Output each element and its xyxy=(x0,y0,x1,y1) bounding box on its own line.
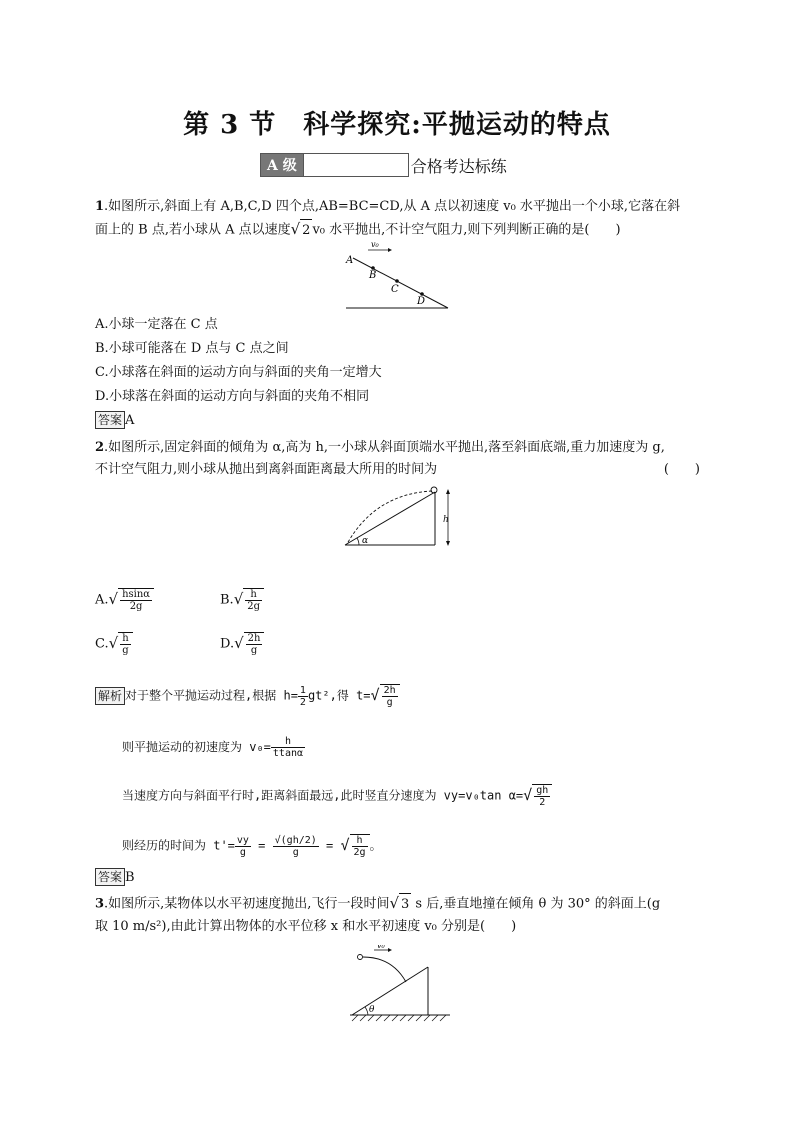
q2-analysis-2a: 则平抛运动的初速度为 v₀= xyxy=(122,740,271,754)
q2-option-a[interactable] xyxy=(95,588,154,612)
q2-analysis-f1 xyxy=(235,835,251,858)
q3-line1 xyxy=(95,892,700,916)
q2-analysis-f2-d: g xyxy=(292,846,299,858)
q3-number: 3 xyxy=(95,896,105,912)
q3-ball xyxy=(358,955,363,960)
q1-text-2a: 面上的 B 点,若小球从 A 点以速度 xyxy=(95,222,291,238)
q2-label-h: h xyxy=(443,515,449,525)
q1-number: 1 xyxy=(95,199,105,214)
q2-analysis-root4: √ $\frac{h}{2g}$ xyxy=(340,834,369,858)
q2-analysis-half-n: 1 xyxy=(299,684,306,696)
q2-option-a-root: √ $\frac{hsin\alpha}{2g}$ xyxy=(109,588,155,612)
q2-option-c-root: √ $\frac{h}{g}$ xyxy=(109,632,133,656)
q2-h-arrow-top xyxy=(446,489,450,494)
level-tag: A 级 xyxy=(260,153,304,177)
q2-option-b-num: h xyxy=(245,589,262,601)
q2-option-d-den: g xyxy=(250,645,258,656)
q1-figure xyxy=(338,236,453,314)
q1-label-v0: v₀ xyxy=(371,240,379,249)
q2-option-b-den: 2g xyxy=(247,601,261,612)
q2-analysis-root3-n: gh xyxy=(536,785,549,796)
q1-label-a: A xyxy=(346,255,354,266)
q2-analysis-line1 xyxy=(95,684,400,708)
q3-angle-arc xyxy=(365,1007,368,1015)
q2-analysis-line3 xyxy=(122,784,552,808)
q1-label-b: B xyxy=(369,270,377,281)
q2-analysis-root3-d: 2 xyxy=(539,797,546,808)
q3-figure xyxy=(342,945,457,1025)
q2-analysis-1b: gt²,得 t= xyxy=(307,688,371,703)
q2-slope xyxy=(345,492,435,545)
q2-label-alpha: α xyxy=(362,536,369,546)
q2-option-c[interactable] xyxy=(95,632,133,656)
q1-slope xyxy=(353,258,448,308)
q2-option-c-label: C. xyxy=(95,636,109,652)
q1-text-2b: v₀ 水平抛出,不计空气阻力,则下列判断正确的是( ) xyxy=(312,222,621,238)
q2-analysis-f2-n: √(gh/2) xyxy=(274,834,317,846)
q2-option-d[interactable] xyxy=(220,632,264,656)
q1-arrow-head xyxy=(388,248,392,252)
q3-text-2: 取 10 m/s²),由此计算出物体的水平位移 x 和水平初速度 v₀ 分别是( ) xyxy=(95,919,517,934)
q1-option-c[interactable]: C.小球落在斜面的运动方向与斜面的夹角一定增大 xyxy=(95,365,382,380)
q3-label-v0: v₀ xyxy=(377,945,385,950)
q2-option-a-den: 2g xyxy=(129,601,143,612)
q1-label-c: C xyxy=(391,284,399,295)
q2-analysis-3a: 当速度方向与斜面平行时,距离斜面最远,此时竖直分速度为 vy=v₀tan α= xyxy=(122,788,524,803)
q2-analysis-f1-n: vy xyxy=(236,834,249,846)
q2-option-a-num: hsinα xyxy=(122,589,151,600)
analysis-tag: 解析 xyxy=(95,687,125,705)
q2-analysis-root1-n: 2h xyxy=(383,685,396,696)
q2-option-b-root: √ $\frac{h}{2g}$ xyxy=(234,588,264,612)
q1-text-1: .如图所示,斜面上有 A,B,C,D 四个点,AB=BC=CD,从 A 点以初速度 v₀ 水平抛出一个小球,它落在斜 xyxy=(104,199,681,214)
answer-tag: 答案 xyxy=(95,411,125,429)
q2-analysis-root1-d: g xyxy=(386,697,393,708)
q2-analysis-half-d: 2 xyxy=(299,696,306,708)
q1-option-a[interactable]: A.小球一定落在 C 点 xyxy=(95,317,218,332)
q3-line2 xyxy=(95,916,700,938)
q2-answer xyxy=(95,868,135,888)
q2-analysis-v0-n: h xyxy=(271,736,305,748)
q3-sqrt: √ 3 xyxy=(389,892,411,916)
q3-sqrt-value: 3 xyxy=(399,893,411,916)
q3-arrow-head xyxy=(388,948,392,952)
q2-h-arrow-bottom xyxy=(446,541,450,546)
q2-analysis-half xyxy=(298,685,308,708)
q2-analysis-1a: 对于整个平抛运动过程,根据 h= xyxy=(125,688,298,703)
q1-option-b[interactable]: B.小球可能落在 D 点与 C 点之间 xyxy=(95,341,289,356)
answer-tag-2: 答案 xyxy=(95,868,125,886)
q2-answer-value: B xyxy=(125,870,135,885)
q1-line1 xyxy=(95,196,700,218)
q2-analysis-f1-d: g xyxy=(239,846,246,858)
q2-analysis-4a: 则经历的时间为 t'= xyxy=(122,838,235,853)
q2-analysis-v0-frac xyxy=(271,736,305,759)
q1-answer xyxy=(95,411,134,431)
q2-option-c-num: h xyxy=(122,633,129,644)
level-blank xyxy=(304,153,409,177)
q2-text-1: .如图所示,固定斜面的倾角为 α,高为 h,一小球从斜面顶端水平抛出,落至斜面底端,重力加速度为 g, xyxy=(104,440,665,455)
q1-option-d[interactable]: D.小球落在斜面的运动方向与斜面的夹角不相同 xyxy=(95,389,370,404)
q2-line1 xyxy=(95,437,700,459)
question-3 xyxy=(95,892,700,938)
q2-analysis-root4-d: 2g xyxy=(353,847,366,858)
q3-trajectory xyxy=(363,957,406,982)
q2-analysis-line2 xyxy=(122,736,305,759)
q1-answer-value: A xyxy=(125,413,135,428)
q3-label-theta: θ xyxy=(369,1005,375,1015)
q3-ground-hatch xyxy=(352,1015,446,1021)
q1-label-d: D xyxy=(417,296,426,307)
q2-text-2: 不计空气阻力,则小球从抛出到离斜面距离最大所用的时间为 xyxy=(95,462,438,477)
q2-bracket: ( ) xyxy=(663,462,700,477)
q2-option-b[interactable] xyxy=(220,588,264,612)
q3-text-1b: s 后,垂直地撞在倾角 θ 为 30° 的斜面上(g xyxy=(411,896,661,912)
q2-figure xyxy=(335,482,460,552)
q2-option-b-label: B. xyxy=(220,592,234,608)
question-2 xyxy=(95,437,700,481)
q1-sqrt: √ 2 xyxy=(291,218,313,242)
q2-option-d-num: 2h xyxy=(247,633,261,644)
q2-analysis-line4: 则经历的时间为 t'= $\frac{vy}{g}$ = $\frac{√(gh/2)}{g}$ = √ $\frac{h}{2g}$ 。 xyxy=(122,834,382,858)
q2-angle-arc xyxy=(357,538,359,545)
q3-text-1a: .如图所示,某物体以水平初速度抛出,飞行一段时间 xyxy=(104,896,390,912)
q2-analysis-root3: √ $\frac{gh}{2}$ xyxy=(523,784,552,808)
q2-option-d-root: √ $\frac{2h}{g}$ xyxy=(234,632,264,656)
q1-point-c xyxy=(395,279,399,283)
q2-number: 2 xyxy=(95,440,105,455)
level-text: 合格考达标练 xyxy=(410,157,507,176)
q2-analysis-root1: √ $\frac{2h}{g}$ xyxy=(371,684,400,708)
q2-line2 xyxy=(95,459,700,481)
q2-analysis-end: 。 xyxy=(369,838,382,853)
q1-sqrt-value: 2 xyxy=(300,219,312,242)
q2-option-a-label: A. xyxy=(95,592,109,608)
q2-analysis-root4-n: h xyxy=(352,835,368,847)
q2-option-c-den: g xyxy=(122,645,129,656)
q2-option-d-label: D. xyxy=(220,636,235,652)
page-title: 第 3 节 科学探究:平抛运动的特点 xyxy=(183,110,611,140)
level-banner xyxy=(260,153,507,177)
q2-analysis-f2 xyxy=(273,835,319,858)
q3-slope xyxy=(352,967,428,1015)
q2-analysis-v0-d: ttanα xyxy=(272,748,304,759)
